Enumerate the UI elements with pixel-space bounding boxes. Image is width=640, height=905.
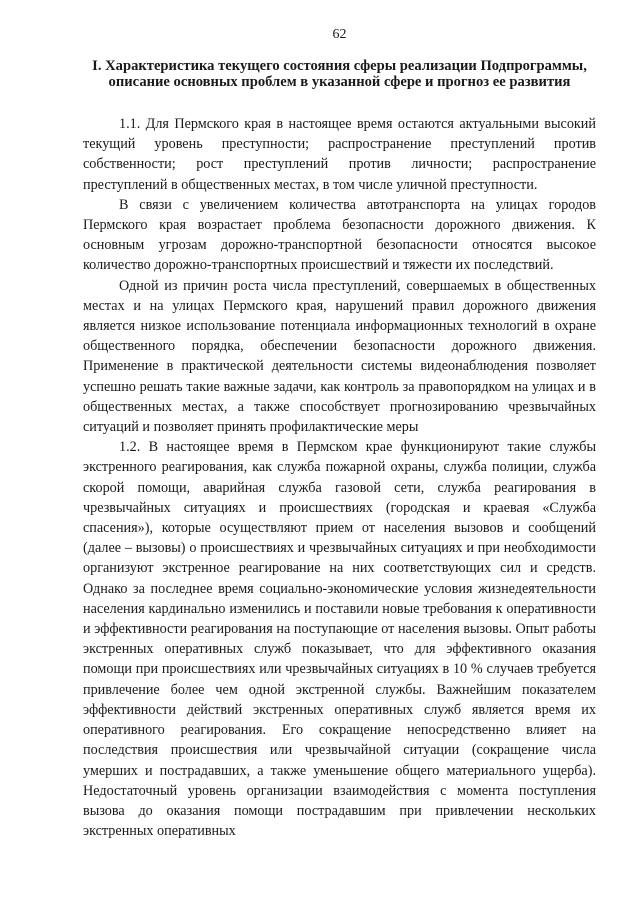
section-heading-line-2: описание основных проблем в указанной сфере и прогноз ее развития — [108, 74, 571, 90]
paragraph-1-2: 1.2. В настоящее время в Пермском крае функционируют такие службы экстренного реагирования, как служба пожарной охраны, служба полиции, служба скорой помощи, аварийная служба газовой сети, служба реагирования в чрезвычайных ситуациях и происшествиях (городская и краевая «Служба спасения»), которые осуществляют прием от населения вызовов и сообщений (далее – вызовы) о происшествиях и чрезвычайных ситуациях и при необходимости организуют экстренное реагирование на них соответствующих сил и средств. Однако за последнее время социально-экономические условия жизнедеятельности населения кардинально изменились и поставили новые требования к оперативности и эффективности реагирования на поступающие от населения вызовы. Опыт работы экстренных оперативных служб показывает, что для эффективного оказания помощи при происшествиях или чрезвычайных ситуациях в 10 % случаев требуется привлечение более чем одной экстренной службы. Важнейшим показателем эффективности действий экстренных оперативных служб является время их оперативного реагирования. Его сокращение непосредственно влияет на последствия происшествия или чрезвычайной ситуации (сокращение числа умерших и пострадавших, а также уменьшение общего материального ущерба). Недостаточный уровень организации взаимодействия с момента поступления вызова до оказания помощи пострадавшим при привлечении нескольких экстренных оперативных — [83, 439, 596, 840]
page-number: 62 — [332, 27, 347, 42]
paragraph-road-safety: В связи с увеличением количества автотранспорта на улицах городов Пермского края возрастает проблема безопасности дорожного движения. К основным угрозам дорожно-транспортной безопасности относятся высокое количество дорожно-транспортных происшествий и тяжести их последствий. — [83, 196, 596, 274]
body-text — [83, 114, 596, 841]
paragraph-crime-causes: Одной из причин роста числа преступлений, совершаемых в общественных местах и на улицах Пермского края, нарушений правил дорожного движения является низкое использование потенциала информационных технологий в охране общественного порядка, обеспечении безопасности дорожного движения. Применение в практической деятельности системы видеонаблюдения позволяет успешно решать такие важные задачи, как контроль за правопорядком на улицах и в общественных местах, а также способствует прогнозированию чрезвычайных ситуаций и позволяет принять профилактические меры — [83, 277, 596, 436]
paragraph-1-1: 1.1. Для Пермского края в настоящее время остаются актуальными высокий текущий уровень преступности; распространение преступлений против собственности; рост преступлений против личности; распространение преступлений в общественных местах, в том числе уличной преступности. — [83, 116, 596, 193]
section-heading-line-1: I. Характеристика текущего состояния сферы реализации Подпрограммы, — [92, 58, 587, 74]
section-heading — [83, 58, 596, 90]
